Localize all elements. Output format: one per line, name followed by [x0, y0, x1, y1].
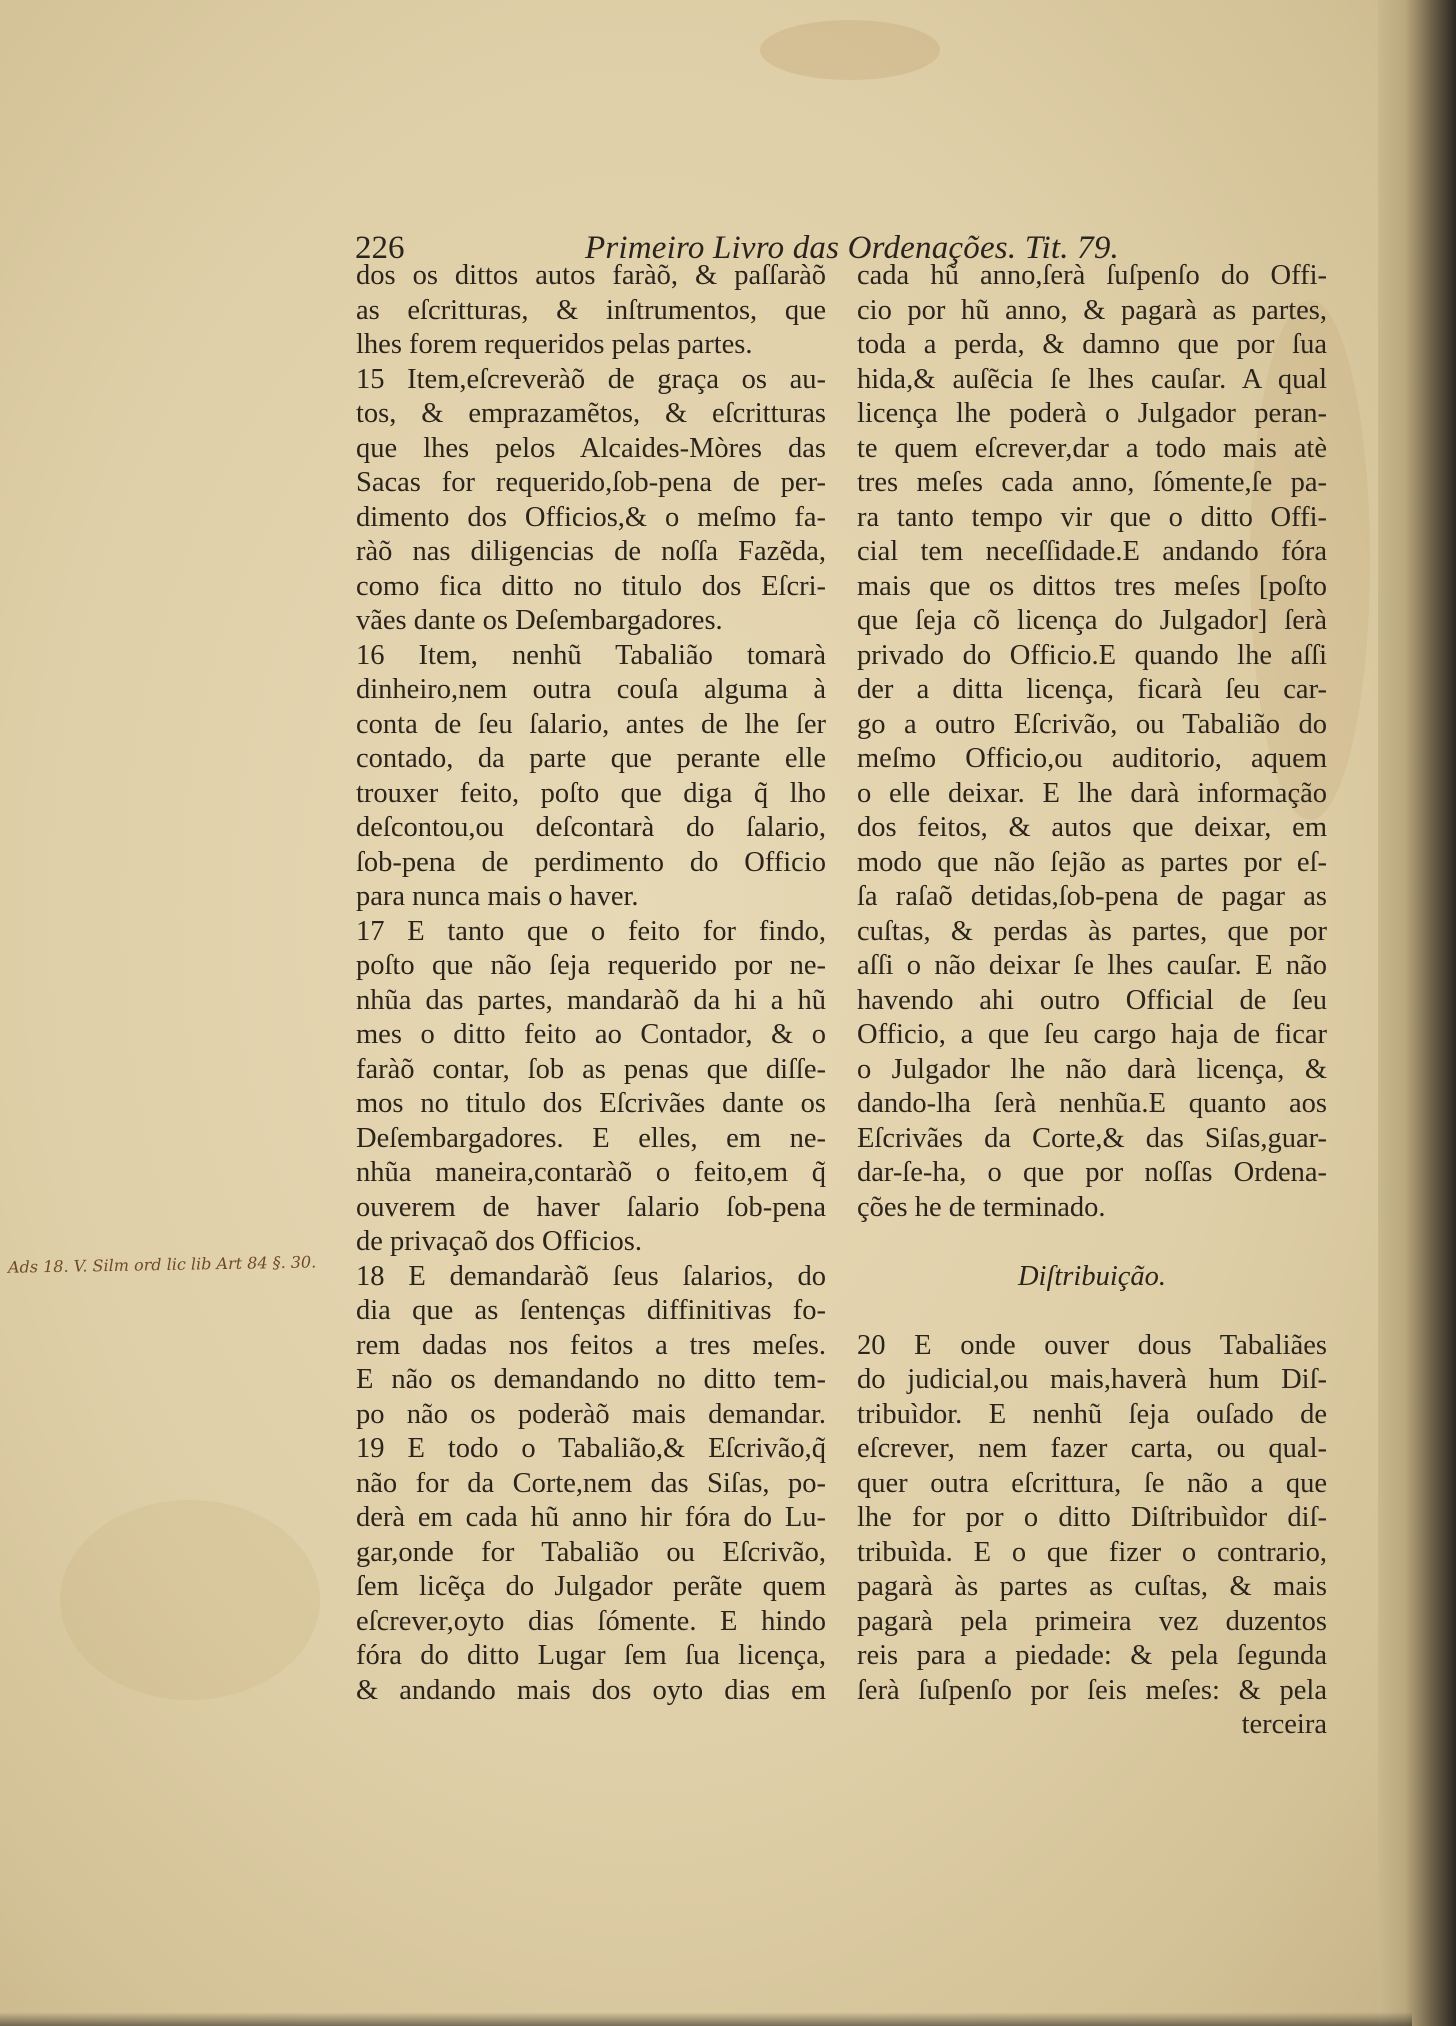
text-line: dar-ſe-ha, o que por noſſas Ordena-: [857, 1157, 1327, 1188]
text-line: 19 E todo o Tabalião,& Eſcrivão,q̃: [356, 1433, 826, 1464]
text-line: 18 E demandaràõ ſeus ſalarios, do: [356, 1260, 826, 1292]
text-line: cio por hũ anno, & pagarà as partes,: [857, 294, 1327, 326]
text-line: que ſeja cõ licença do Julgador] ſerà: [857, 605, 1327, 636]
text-line: dia que as ſentenças diffinitivas fo-: [356, 1295, 826, 1326]
text-line: deſcontou,ou deſcontarà do ſalario,: [356, 812, 826, 843]
text-line: cial tem neceſſidade.E andando fóra: [857, 536, 1327, 567]
text-line: eſcrever,oyto dias ſómente. E hindo: [356, 1605, 826, 1637]
text-line: gar,onde for Tabalião ou Eſcrivão,: [356, 1536, 826, 1568]
page-number: 226: [355, 230, 405, 266]
text-line: o elle deixar. E lhe darà informação: [857, 777, 1327, 809]
text-line: quer outra eſcrittura, ſe não a que: [857, 1467, 1327, 1499]
text-line: E não os demandando no ditto tem-: [356, 1364, 826, 1395]
text-line: conta de ſeu ſalario, antes de lhe ſer: [356, 708, 826, 740]
text-line: que lhes pelos Alcaides-Mòres das: [356, 432, 826, 464]
text-line: nhũa maneira,contaràõ o feito,em q̃: [356, 1157, 826, 1188]
handwritten-marginal-note: Ads 18. V. Silm ord lic lib Art 84 §. 30.: [7, 1252, 317, 1277]
text-line: de privaçaõ dos Officios.: [356, 1226, 642, 1257]
text-line: lhe for por o ditto Diſtribuìdor diſ-: [857, 1502, 1327, 1533]
left-text-column: [356, 259, 826, 1708]
text-line: as eſcritturas, & inſtrumentos, que: [356, 294, 826, 326]
text-line: havendo ahi outro Official de ſeu: [857, 984, 1327, 1016]
text-line: faràõ contar, ſob as penas que diſſe-: [356, 1053, 826, 1085]
text-line: 16 Item, nenhũ Tabalião tomarà: [356, 639, 826, 671]
book-gutter-edge: [1378, 0, 1456, 2026]
text-line: Eſcrivães da Corte,& das Siſas,guar-: [857, 1122, 1327, 1154]
text-line: dos feitos, & autos que deixar, em: [857, 812, 1327, 843]
text-line: 17 E tanto que o feito for findo,: [356, 915, 826, 947]
text-line: vães dante os Deſembargadores.: [356, 605, 723, 636]
text-line: trouxer feito, poſto que diga q̃ lho: [356, 777, 826, 809]
text-line: Deſembargadores. E elles, em ne-: [356, 1122, 826, 1154]
text-line: po não os poderàõ mais demandar.: [356, 1398, 826, 1430]
text-line: para nunca mais o haver.: [356, 881, 639, 912]
text-line: não for da Corte,nem das Siſas, po-: [356, 1467, 826, 1499]
paper-stain: [760, 20, 940, 80]
text-line: toda a perda, & damno que por ſua: [857, 329, 1327, 360]
text-line: meſmo Officio,ou auditorio, aquem: [857, 743, 1327, 774]
text-line: cuſtas, & perdas às partes, que por: [857, 915, 1327, 947]
text-line: mes o ditto feito ao Contador, & o: [356, 1019, 826, 1050]
text-line: rem dadas nos feitos a tres meſes.: [356, 1329, 826, 1361]
text-line: modo que não ſejão as partes por eſ-: [857, 846, 1327, 878]
right-text-column: [857, 259, 1327, 1743]
text-line: pagarà às partes as cuſtas, & mais: [857, 1571, 1327, 1602]
section-heading: Diſtribuição.: [1017, 1260, 1167, 1292]
text-line: 15 Item,eſcreveràõ de graça os au-: [356, 363, 826, 395]
text-line: ouverem de haver ſalario ſob-pena: [356, 1191, 826, 1223]
text-line: mos no titulo dos Eſcrivães dante os: [356, 1088, 826, 1119]
text-line: ſob-pena de perdimento do Officio: [356, 846, 826, 878]
text-line: Sacas for requerido,ſob-pena de per-: [356, 467, 826, 498]
text-line: ſa raſaõ detidas,ſob-pena de pagar as: [857, 881, 1327, 912]
text-line: poſto que não ſeja requerido por ne-: [356, 950, 826, 981]
text-line: o Julgador lhe não darà licença, &: [857, 1053, 1327, 1085]
text-line: dimento dos Officios,& o meſmo fa-: [356, 501, 826, 533]
text-line: ſem licẽça do Julgador perãte quem: [356, 1571, 826, 1602]
text-line: reis para a piedade: & pela ſegunda: [857, 1640, 1327, 1671]
text-line: 20 E onde ouver dous Tabaliães: [857, 1329, 1327, 1361]
text-line: privado do Officio.E quando lhe aſſi: [857, 639, 1327, 671]
text-line: Officio, a que ſeu cargo haja de ficar: [857, 1019, 1327, 1050]
paper-stain: [60, 1500, 320, 1700]
text-line: ſerà ſuſpenſo por ſeis meſes: & pela: [857, 1674, 1327, 1706]
text-line: do judicial,ou mais,haverà hum Diſ-: [857, 1364, 1327, 1395]
text-line: derà em cada hũ anno hir fóra do Lu-: [356, 1502, 826, 1533]
text-line: licença lhe poderà o Julgador peran-: [857, 398, 1327, 429]
text-line: fóra do ditto Lugar ſem ſua licença,: [356, 1640, 826, 1671]
text-line: dando-lha ſerà nenhũa.E quanto aos: [857, 1088, 1327, 1119]
text-line: tribuìda. E o que fizer o contrario,: [857, 1536, 1327, 1568]
text-line: eſcrever, nem fazer carta, ou qual-: [857, 1433, 1327, 1464]
text-line: cada hũ anno,ſerà ſuſpenſo do Offi-: [857, 260, 1327, 291]
text-line: tos, & emprazamẽtos, & eſcritturas: [356, 398, 826, 429]
text-line: mais que os dittos tres meſes [poſto: [857, 570, 1327, 602]
spacer: [857, 1294, 1327, 1329]
text-line: como fica ditto no titulo dos Eſcri-: [356, 570, 826, 602]
catchword: terceira: [1241, 1709, 1327, 1740]
running-title: Primeiro Livro das Ordenações. Tit. 79.: [585, 230, 1119, 266]
text-line: dos os dittos autos faràõ, & paſſaràõ: [356, 260, 826, 291]
text-line: dinheiro,nem outra couſa alguma à: [356, 674, 826, 705]
text-line: go a outro Eſcrivão, ou Tabalião do: [857, 708, 1327, 740]
text-line: pagarà pela primeira vez duzentos: [857, 1605, 1327, 1637]
text-line: tribuìdor. E nenhũ ſeja ouſado de: [857, 1398, 1327, 1430]
spacer: [857, 1225, 1327, 1260]
text-line: nhũa das partes, mandaràõ da hi a hũ: [356, 984, 826, 1016]
text-line: hida,& auſẽcia ſe lhes cauſar. A qual: [857, 363, 1327, 395]
text-line: ràõ nas diligencias de noſſa Fazẽda,: [356, 536, 826, 567]
text-line: der a ditta licença, ficarà ſeu car-: [857, 674, 1327, 705]
page-bottom-shadow: [0, 2012, 1412, 2026]
text-line: aſſi o não deixar ſe lhes cauſar. E não: [857, 950, 1327, 981]
text-line: tres meſes cada anno, ſómente,ſe pa-: [857, 467, 1327, 498]
text-line: lhes forem requeridos pelas partes.: [356, 329, 753, 360]
text-line: contado, da parte que perante elle: [356, 743, 826, 774]
text-line: & andando mais dos oyto dias em: [356, 1674, 826, 1706]
text-line: te quem eſcrever,dar a todo mais atè: [857, 432, 1327, 464]
text-line: ções he de terminado.: [857, 1191, 1106, 1223]
text-line: ra tanto tempo vir que o ditto Offi-: [857, 501, 1327, 533]
